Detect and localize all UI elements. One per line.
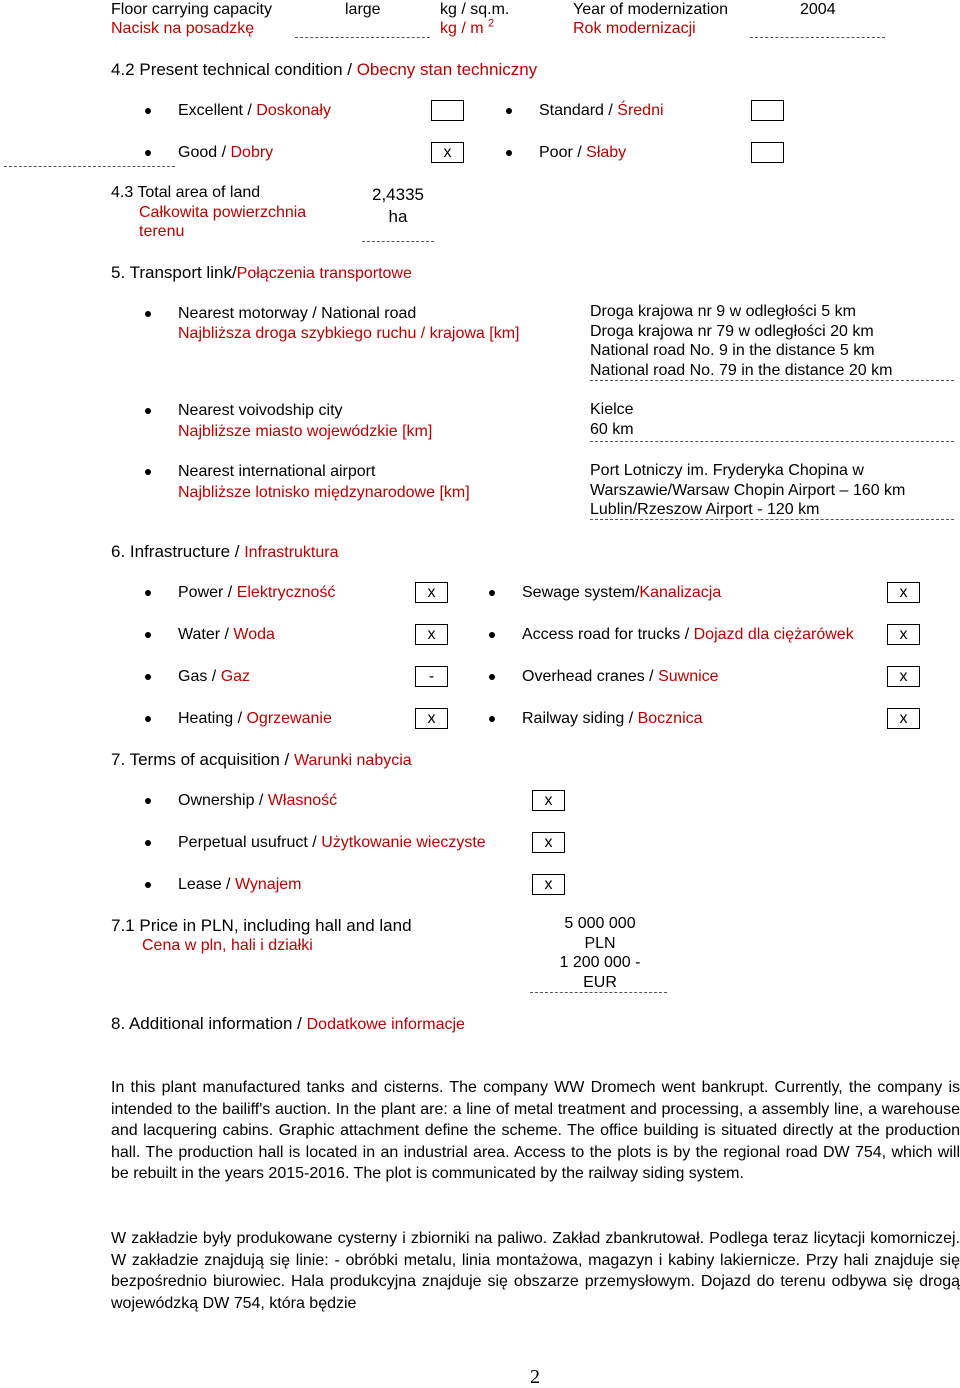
terms-heading: 7. Terms of acquisition / Warunki nabycia	[111, 750, 412, 769]
city-underline	[590, 441, 954, 442]
infra-heating-label: Heating / Ogrzewanie	[178, 710, 332, 727]
bullet-icon	[145, 150, 151, 156]
transport-heading: 5. Transport link/Połączenia transportowe	[111, 263, 412, 282]
airport-value-line: Warszawie/Warsaw Chopin Airport – 160 km	[590, 481, 906, 499]
land-area-heading-pl-1: Całkowita powierzchnia	[139, 204, 307, 221]
bullet-icon	[145, 674, 151, 680]
modernization-year-label-pl: Rok modernizacji	[573, 20, 696, 37]
terms-lease-checkbox[interactable]: x	[532, 874, 565, 895]
year-value-underline	[750, 37, 885, 38]
condition-heading: 4.2 Present technical condition / Obecny stan techniczny	[111, 60, 538, 79]
airport-underline	[590, 519, 954, 520]
terms-ownership-checkbox[interactable]: x	[532, 790, 565, 811]
condition-excellent-checkbox[interactable]	[431, 100, 464, 121]
infra-cranes-label: Overhead cranes / Suwnice	[522, 668, 719, 685]
land-area-underline	[362, 241, 434, 242]
bullet-icon	[145, 408, 151, 414]
motorway-value-line: National road No. 9 in the distance 5 km	[590, 342, 875, 359]
bullet-icon	[145, 469, 151, 475]
floor-unit-pl: kg / m $^2$	[440, 17, 495, 37]
condition-poor-checkbox[interactable]	[751, 142, 784, 163]
motorway-value-line: Droga krajowa nr 79 w odległości 20 km	[590, 322, 874, 340]
condition-good-checkbox[interactable]: x	[431, 142, 464, 163]
bullet-icon	[506, 150, 512, 156]
infra-railway-checkbox[interactable]: x	[887, 708, 920, 729]
price-value	[530, 914, 670, 992]
price-value-line: EUR	[583, 973, 617, 991]
condition-excellent-label: Excellent / Doskonały	[178, 102, 331, 119]
page-number: 2	[530, 1366, 540, 1388]
land-area-heading-en: 4.3 Total area of land	[111, 184, 261, 201]
infra-sewage-label: Sewage system/Kanalizacja	[522, 584, 722, 601]
airport-label-en: Nearest international airport	[178, 463, 376, 480]
additional-heading: 8. Additional information / Dodatkowe informacje	[111, 1014, 465, 1033]
motorway-value-line: Droga krajowa nr 9 w odległości 5 km	[590, 303, 856, 320]
terms-lease-label: Lease / Wynajem	[178, 876, 302, 893]
city-value-line: 60 km	[590, 420, 634, 438]
floor-capacity-value: large	[345, 1, 381, 18]
infra-railway-label: Railway siding / Bocznica	[522, 710, 703, 727]
price-value-line: 1 200 000 -	[559, 954, 641, 971]
condition-standard-checkbox[interactable]	[751, 100, 784, 121]
modernization-year-value: 2004	[800, 1, 836, 18]
price-value-line: PLN	[584, 934, 616, 952]
separator-line	[4, 166, 175, 167]
terms-ownership-label: Ownership / Własność	[178, 792, 338, 809]
bullet-icon	[489, 674, 495, 680]
bullet-icon	[145, 840, 151, 846]
floor-unit-en: kg / sq.m.	[440, 1, 510, 18]
infra-gas-label: Gas / Gaz	[178, 668, 251, 685]
motorway-value-line: National road No. 79 in the distance 20 km	[590, 361, 893, 379]
city-value	[590, 400, 634, 439]
bullet-icon	[145, 882, 151, 888]
bullet-icon	[489, 632, 495, 638]
price-value-line: 5 000 000	[564, 915, 636, 932]
airport-value-line: Lublin/Rzeszow Airport - 120 km	[590, 501, 820, 518]
condition-poor-label: Poor / Słaby	[539, 144, 627, 161]
bullet-icon	[145, 798, 151, 804]
airport-value	[590, 461, 905, 520]
floor-unit-superscript: 2	[488, 17, 495, 30]
infra-sewage-checkbox[interactable]: x	[887, 582, 920, 603]
land-area-unit: ha	[388, 207, 408, 226]
bullet-icon	[145, 590, 151, 596]
motorway-label-pl: Najbliższa droga szybkiego ruchu / krajowa [km]	[178, 325, 520, 342]
bullet-icon	[145, 311, 151, 317]
infra-gas-checkbox[interactable]: -	[415, 666, 448, 687]
infra-access-road-checkbox[interactable]: x	[887, 624, 920, 645]
price-heading-en: 7.1 Price in PLN, including hall and land	[111, 916, 412, 935]
bullet-icon	[145, 108, 151, 114]
city-value-line: Kielce	[590, 401, 634, 418]
condition-good-label: Good / Dobry	[178, 144, 274, 161]
floor-capacity-label-pl: Nacisk na posadzkę	[111, 20, 255, 37]
infra-power-checkbox[interactable]: x	[415, 582, 448, 603]
motorway-underline	[590, 380, 954, 381]
bullet-icon	[506, 108, 512, 114]
bullet-icon	[145, 716, 151, 722]
floor-capacity-label-en: Floor carrying capacity	[111, 1, 272, 18]
motorway-label-en: Nearest motorway / National road	[178, 305, 417, 322]
infra-water-label: Water / Woda	[178, 626, 275, 643]
additional-text-en: In this plant manufactured tanks and cisterns. The company WW Dromech went bankrupt. Currently, the company is intended to the bailiff's auction. In the plant are: a line of metal treatment and processing, a assembly line, a warehouse and lacquering cabins. Graphic attachment define the scheme. The office building is situated directly at the production hall. The production hall is located in an industrial area. Access to the plots is by the regional road DW 754, which will be rebuilt in the years 2015-2016. The plot is communicated by the railway siding system.	[111, 1079, 960, 1183]
modernization-year-label-en: Year of modernization	[573, 1, 729, 18]
additional-text-pl: W zakładzie były produkowane cysterny i zbiorniki na paliwo. Zakład zbankrutował. Podlega teraz licytacji komorniczej. W zakładzie znajdują się linie: - obróbki metalu, linia montażowa, magazyn i kabiny lakiernicze. Przy hali znajduje się bezpośrednio biurowiec. Hala produkcyjna znajduje się obszarze przemysłowym. Dojazd do terenu odbywa się drogą wojewódzką DW 754, która będzie	[111, 1230, 960, 1312]
motorway-value	[590, 302, 892, 380]
terms-usufruct-checkbox[interactable]: x	[532, 832, 565, 853]
infra-water-checkbox[interactable]: x	[415, 624, 448, 645]
land-area-heading-pl-2: terenu	[139, 223, 185, 240]
price-heading-pl: Cena w pln, hali i działki	[142, 937, 313, 954]
price-underline	[530, 992, 667, 993]
condition-standard-label: Standard / Średni	[539, 102, 664, 119]
terms-usufruct-label: Perpetual usufruct / Użytkowanie wieczyste	[178, 834, 486, 851]
infra-power-label: Power / Elektryczność	[178, 584, 336, 601]
floor-value-underline	[295, 37, 430, 38]
airport-value-line: Port Lotniczy im. Fryderyka Chopina w	[590, 462, 864, 479]
bullet-icon	[145, 632, 151, 638]
bullet-icon	[489, 716, 495, 722]
infrastructure-heading: 6. Infrastructure / Infrastruktura	[111, 542, 339, 561]
land-area-value: 2,4335	[372, 185, 424, 204]
airport-label-pl: Najbliższe lotnisko międzynarodowe [km]	[178, 484, 470, 501]
city-label-en: Nearest voivodship city	[178, 402, 343, 419]
infra-access-road-label: Access road for trucks / Dojazd dla ciężarówek	[522, 626, 854, 643]
city-label-pl: Najbliższe miasto wojewódzkie [km]	[178, 423, 433, 440]
infra-cranes-checkbox[interactable]: x	[887, 666, 920, 687]
infra-heating-checkbox[interactable]: x	[415, 708, 448, 729]
bullet-icon	[489, 590, 495, 596]
